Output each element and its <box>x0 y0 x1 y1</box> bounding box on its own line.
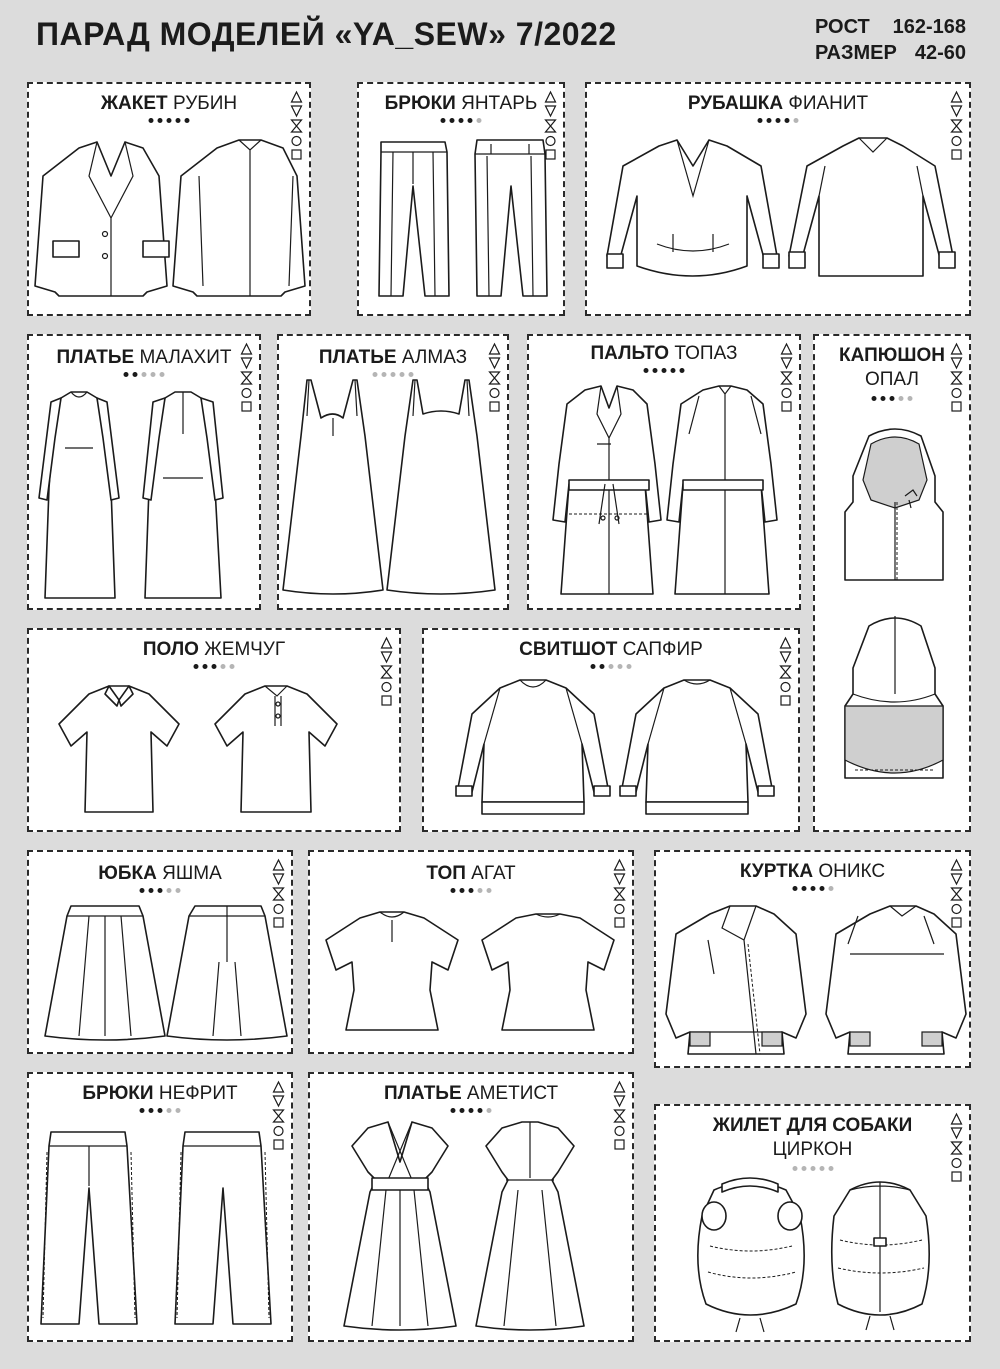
card-title <box>29 1082 291 1106</box>
difficulty-dots <box>758 118 799 123</box>
difficulty-dot <box>792 886 797 891</box>
difficulty-dots <box>441 118 482 123</box>
model-name: ЯНТАРЬ <box>461 93 538 114</box>
difficulty-dot <box>194 664 199 669</box>
difficulty-dot <box>460 888 465 893</box>
difficulty-dots <box>149 118 190 123</box>
coat-icon <box>541 384 796 604</box>
card-title <box>424 638 798 662</box>
difficulty-dot <box>618 664 623 669</box>
trousers-icon <box>373 136 558 306</box>
card-title <box>29 862 291 886</box>
difficulty-dot <box>872 396 877 401</box>
jacket-icon <box>39 136 309 301</box>
garment-type: ПЛАТЬЕ <box>383 1083 462 1104</box>
model-card-4[interactable] <box>27 334 261 610</box>
wide-trousers-icon <box>43 1128 283 1333</box>
garment-type: КАПЮШОН <box>839 345 945 366</box>
model-card-2[interactable] <box>357 82 565 316</box>
size-info <box>815 14 966 66</box>
difficulty-dot <box>487 1108 492 1113</box>
model-card-9[interactable] <box>422 628 800 832</box>
model-name: ЦИРКОН <box>772 1139 853 1160</box>
difficulty-dot <box>819 1166 824 1171</box>
model-name: ЯШМА <box>162 863 222 884</box>
card-title <box>279 346 507 370</box>
difficulty-dot <box>185 118 190 123</box>
difficulty-dots <box>792 886 833 891</box>
model-name: АГАТ <box>471 863 516 884</box>
symbols-column <box>613 1080 626 1152</box>
model-name: АМЕТИСТ <box>466 1083 559 1104</box>
model-card-11[interactable] <box>308 850 634 1054</box>
model-card-6[interactable] <box>527 334 801 610</box>
difficulty-dot <box>899 396 904 401</box>
difficulty-dot <box>468 118 473 123</box>
difficulty-dot <box>158 888 163 893</box>
symbols-column <box>950 1112 963 1184</box>
top-icon <box>320 910 625 1040</box>
difficulty-dot <box>767 118 772 123</box>
difficulty-dot <box>671 368 676 373</box>
difficulty-dot <box>230 664 235 669</box>
difficulty-dot <box>451 888 456 893</box>
difficulty-dot <box>167 888 172 893</box>
difficulty-dot <box>160 372 165 377</box>
garment-type: СВИТШОТ <box>519 639 618 660</box>
difficulty-dots <box>140 888 181 893</box>
card-title <box>656 860 969 884</box>
difficulty-dot <box>124 372 129 377</box>
garment-type: ПЛАТЬЕ <box>318 347 397 368</box>
long-dress-icon <box>35 388 255 603</box>
difficulty-dots <box>591 664 632 669</box>
difficulty-dot <box>158 1108 163 1113</box>
difficulty-dot <box>478 1108 483 1113</box>
difficulty-dot <box>478 888 483 893</box>
height-label: РОСТ <box>814 16 870 38</box>
difficulty-dot <box>801 886 806 891</box>
card-title <box>656 1114 969 1162</box>
height-value: 162-168 <box>892 16 966 38</box>
wrap-dress-icon <box>348 1120 598 1335</box>
difficulty-dot <box>459 118 464 123</box>
garment-type: БРЮКИ <box>82 1083 154 1104</box>
difficulty-dot <box>140 1108 145 1113</box>
difficulty-dot <box>487 888 492 893</box>
difficulty-dot <box>176 1108 181 1113</box>
model-name: АЛМАЗ <box>401 347 468 368</box>
model-card-12[interactable] <box>654 850 971 1068</box>
difficulty-dot <box>828 1166 833 1171</box>
model-name: САПФИР <box>622 639 703 660</box>
model-card-1[interactable] <box>27 82 311 316</box>
sweatshirt-icon <box>454 674 784 824</box>
size-value: 42-60 <box>914 42 966 64</box>
shirt-icon <box>597 136 965 306</box>
garment-type: БРЮКИ <box>384 93 456 114</box>
difficulty-dots <box>194 664 235 669</box>
model-name: ТОПАЗ <box>674 343 738 364</box>
garment-type: ПЛАТЬЕ <box>56 347 135 368</box>
card-title <box>587 92 969 116</box>
difficulty-dot <box>158 118 163 123</box>
model-name: ЖЕМЧУГ <box>204 639 286 660</box>
skirt-icon <box>39 902 289 1047</box>
dog-vest-icon <box>700 1176 940 1336</box>
difficulty-dot <box>810 1166 815 1171</box>
difficulty-dot <box>890 396 895 401</box>
model-name: ФИАНИТ <box>788 93 869 114</box>
card-title <box>29 638 399 662</box>
polo-icon <box>55 680 385 820</box>
garment-type: КУРТКА <box>739 861 814 882</box>
difficulty-dots <box>451 1108 492 1113</box>
garment-type: ЖАКЕТ <box>100 93 168 114</box>
difficulty-dot <box>221 664 226 669</box>
model-name: НЕФРИТ <box>158 1083 238 1104</box>
card-title <box>529 342 799 366</box>
hood-icon <box>849 430 939 820</box>
difficulty-dot <box>450 118 455 123</box>
difficulty-dot <box>469 1108 474 1113</box>
difficulty-dots <box>124 372 165 377</box>
model-card-10[interactable] <box>27 850 293 1054</box>
model-card-7[interactable] <box>813 334 971 832</box>
difficulty-dot <box>662 368 667 373</box>
difficulty-dot <box>140 888 145 893</box>
difficulty-dot <box>151 372 156 377</box>
difficulty-dot <box>653 368 658 373</box>
difficulty-dot <box>758 118 763 123</box>
difficulty-dot <box>460 1108 465 1113</box>
difficulty-dots <box>140 1108 181 1113</box>
difficulty-dot <box>149 888 154 893</box>
difficulty-dot <box>469 888 474 893</box>
difficulty-dot <box>477 118 482 123</box>
difficulty-dot <box>591 664 596 669</box>
difficulty-dot <box>167 118 172 123</box>
difficulty-dot <box>212 664 217 669</box>
difficulty-dots <box>451 888 492 893</box>
difficulty-dot <box>785 118 790 123</box>
difficulty-dots <box>872 396 913 401</box>
difficulty-dot <box>881 396 886 401</box>
difficulty-dot <box>908 396 913 401</box>
model-card-3[interactable] <box>585 82 971 316</box>
slip-dress-icon <box>287 376 502 601</box>
difficulty-dot <box>441 118 446 123</box>
card-title <box>310 1082 632 1106</box>
difficulty-dot <box>133 372 138 377</box>
difficulty-dot <box>176 888 181 893</box>
garment-type: ПОЛО <box>142 639 199 660</box>
model-name: МАЛАХИТ <box>139 347 232 368</box>
difficulty-dot <box>167 1108 172 1113</box>
card-title <box>815 344 969 392</box>
difficulty-dot <box>149 1108 154 1113</box>
difficulty-dot <box>680 368 685 373</box>
difficulty-dot <box>828 886 833 891</box>
difficulty-dot <box>776 118 781 123</box>
model-name: ОПАЛ <box>865 369 919 390</box>
difficulty-dot <box>142 372 147 377</box>
page-title: ПАРАД МОДЕЛЕЙ «YA_SEW» 7/2022 <box>36 16 617 52</box>
card-title <box>29 92 309 116</box>
size-label: РАЗМЕР <box>814 42 897 64</box>
garment-type: ЖИЛЕТ ДЛЯ СОБАКИ <box>712 1115 913 1136</box>
difficulty-dot <box>792 1166 797 1171</box>
difficulty-dots <box>792 1166 833 1171</box>
difficulty-dot <box>810 886 815 891</box>
difficulty-dots <box>644 368 685 373</box>
model-card-14[interactable] <box>308 1072 634 1342</box>
difficulty-dot <box>451 1108 456 1113</box>
difficulty-dot <box>794 118 799 123</box>
model-card-15[interactable] <box>654 1104 971 1342</box>
card-title <box>310 862 632 886</box>
difficulty-dot <box>609 664 614 669</box>
difficulty-dot <box>627 664 632 669</box>
model-name: ОНИКС <box>818 861 886 882</box>
difficulty-dot <box>600 664 605 669</box>
model-name: РУБИН <box>172 93 238 114</box>
card-title <box>359 92 563 116</box>
garment-type: ЮБКА <box>98 863 157 884</box>
garment-type: ПАЛЬТО <box>590 343 670 364</box>
model-card-8[interactable] <box>27 628 401 832</box>
difficulty-dot <box>176 118 181 123</box>
difficulty-dot <box>819 886 824 891</box>
model-card-13[interactable] <box>27 1072 293 1342</box>
model-card-5[interactable] <box>277 334 509 610</box>
difficulty-dot <box>203 664 208 669</box>
difficulty-dot <box>644 368 649 373</box>
symbols-column <box>950 342 963 414</box>
difficulty-dot <box>149 118 154 123</box>
garment-type: ТОП <box>426 863 466 884</box>
difficulty-dot <box>801 1166 806 1171</box>
garment-type: РУБАШКА <box>687 93 784 114</box>
biker-jacket-icon <box>662 904 967 1059</box>
card-title <box>29 346 259 370</box>
